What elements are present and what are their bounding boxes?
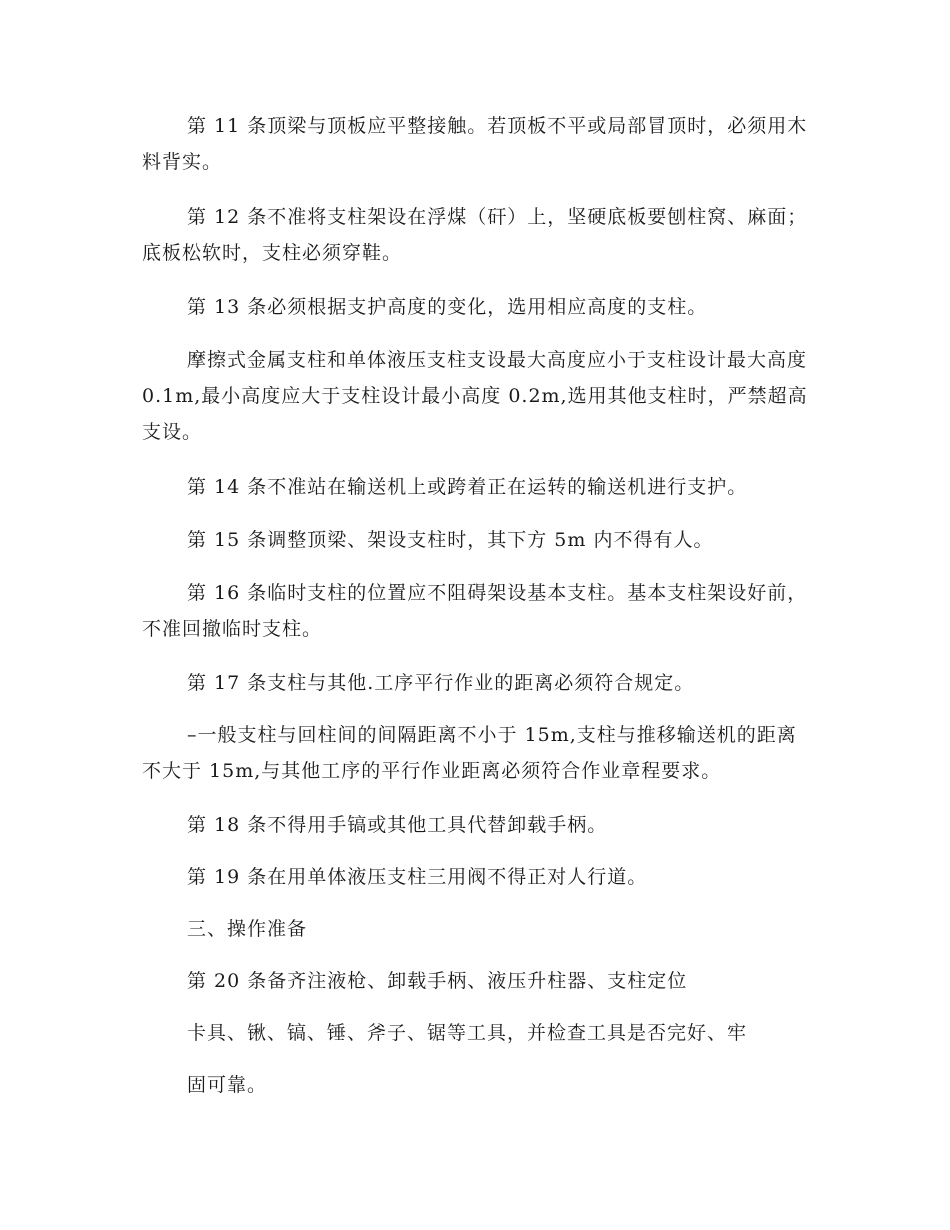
paragraph-height-rule: 摩擦式金属支柱和单体液压支柱支设最大高度应小于支柱设计最大高度 0.1m,最小高度应大于支柱设计最小高度 0.2m,选用其他支柱时，严禁超高支设。 xyxy=(142,349,815,443)
paragraph-distance-rule: –一般支柱与回柱间的间隔距离不小于 15m,支柱与推移输送机的距离不大于 15m,与其他工序的平行作业距离必须符合作业章程要求。 xyxy=(142,724,797,782)
paragraph-article-17: 第 17 条支柱与其他.工序平行作业的距离必须符合规定。 xyxy=(187,672,695,694)
paragraph-article-20-line-1: 第 20 条备齐注液枪、卸载手柄、液压升柱器、支柱定位 xyxy=(187,970,688,992)
paragraph-article-19: 第 19 条在用单体液压支柱三用阀不得正对人行道。 xyxy=(187,866,648,888)
paragraph-article-11: 第 11 条顶梁与顶板应平整接触。若顶板不平或局部冒顶时，必须用木料背实。 xyxy=(142,115,808,173)
paragraph-article-14: 第 14 条不准站在输送机上或跨着正在运转的输送机进行支护。 xyxy=(187,476,748,498)
paragraph-article-16: 第 16 条临时支柱的位置应不阻碍架设基本支柱。基本支柱架设好前，不准回撤临时支柱。 xyxy=(142,582,808,640)
paragraph-article-15: 第 15 条调整顶梁、架设支柱时，其下方 5m 内不得有人。 xyxy=(187,529,714,551)
paragraph-article-20-line-3: 固可靠。 xyxy=(187,1074,268,1096)
paragraph-article-18: 第 18 条不得用手镐或其他工具代替卸载手柄。 xyxy=(187,814,608,836)
paragraph-article-13: 第 13 条必须根据支护高度的变化，选用相应高度的支柱。 xyxy=(187,296,708,318)
paragraph-article-20-line-2: 卡具、锹、镐、锤、斧子、锯等工具，并检查工具是否完好、牢 xyxy=(187,1022,748,1044)
paragraph-article-12: 第 12 条不准将支柱架设在浮煤（矸）上，坚硬底板要刨柱窝、麻面；底板松软时，支柱必须穿鞋。 xyxy=(142,206,808,264)
section-heading-operation-prep: 三、操作准备 xyxy=(187,918,308,940)
